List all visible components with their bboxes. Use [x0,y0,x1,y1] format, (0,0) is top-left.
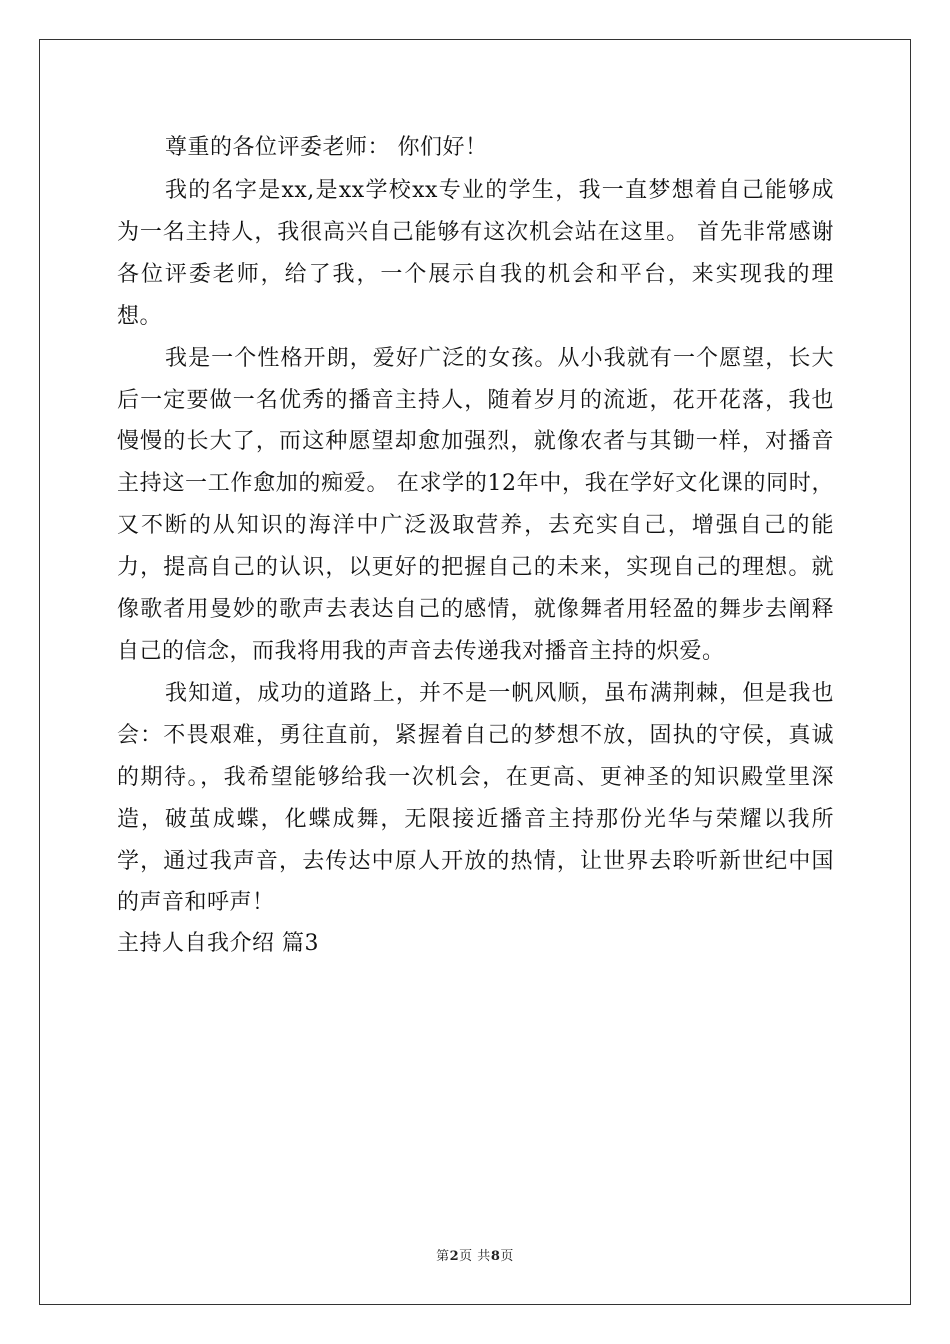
page-prefix: 第 [436,1249,450,1264]
page-current: 2 [449,1249,460,1264]
greeting-line: 尊重的各位评委老师： 你们好！ [165,135,488,160]
page-suffix: 页 [500,1249,514,1264]
section-heading: 主持人自我介绍 篇3 [117,931,319,957]
page-mid: 页 共 [459,1249,491,1264]
paragraph-1: 我的名字是xx,是xx学校xx专业的学生，我一直梦想着自己能够成为一名主持人，我很高兴自己能够有这次机会站在这里。 首先非常感谢各位评委老师，给了我，一个展示自我的机会和平台，来实现我的理想。 [117,178,834,329]
page-total: 8 [490,1249,501,1264]
paragraph-3: 我知道，成功的道路上，并不是一帆风顺，虽布满荆棘，但是我也会：不畏艰难，勇往直前，紧握着自己的梦想不放，固执的守侯，真诚的期待。，我希望能够给我一次机会，在更高、更神圣的知识殿堂里深造，破茧成蝶，化蝶成舞，无限接近播音主持那份光华与荣耀以我所学，通过我声音，去传达中原人开放的热情，让世界去聆听新世纪中国的声音和呼声！ [117,680,834,916]
paragraph-2: 我是一个性格开朗，爱好广泛的女孩。从小我就有一个愿望，长大后一定要做一名优秀的播音主持人，随着岁月的流逝，花开花落，我也慢慢的长大了，而这种愿望却愈加强烈，就像农者与其锄一样，对播音主持这一工作愈加的痴爱。 在求学的12年中，我在学好文化课的同时，又不断的从知识的海洋中广泛汲取营养，去充实自己，增强自己的能力，提高自己的认识，以更好的把握自己的未来，实现自己的理想。就像歌者用曼妙的歌声去表达自己的感情，就像舞者用轻盈的舞步去阐释自己的信念，而我将用我的声音去传递我对播音主持的炽爱。 [117,345,834,664]
page-footer [0,1245,950,1264]
document-body [117,128,834,964]
